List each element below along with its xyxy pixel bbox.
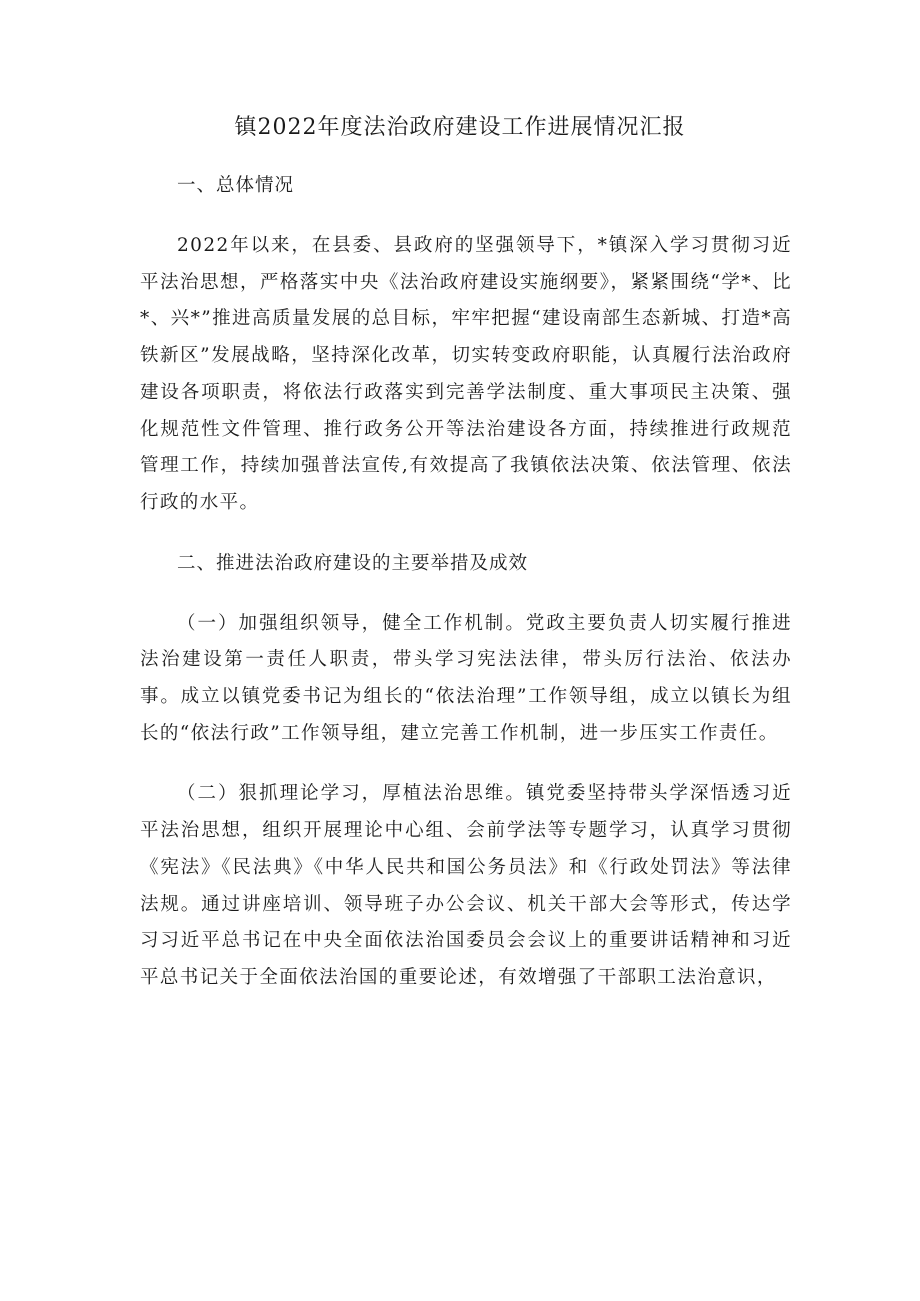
paragraph-organization-leadership: （一）加强组织领导，健全工作机制。党政主要负责人切实履行推进法治建设第一责任人职责，带头学习宪法法律，带头厉行法治、依法办事。成立以镇党委书记为组长的“依法治理”工作领导组，成立以镇长为组长的“依法行政”工作领导组，建立完善工作机制，进一步压实工作责任。	[140, 612, 792, 744]
document-title: 镇2022年度法治政府建设工作进展情况汇报	[234, 115, 686, 140]
paragraph-overview: 2022年以来，在县委、县政府的坚强领导下，*镇深入学习贯彻习近平法治思想，严格落实中央《法治政府建设实施纲要》，紧紧围绕“学*、比*、兴*”推进高质量发展的总目标，牢牢把握“建设南部生态新城、打造*高铁新区”发展战略，坚持深化改革，切实转变政府职能，认真履行法治政府建设各项职责，将依法行政落实到完善学法制度、重大事项民主决策、强化规范性文件管理、推行政务公开等法治建设各方面，持续推进行政规范管理工作，持续加强普法宣传,有效提高了我镇依法决策、依法管理、依法行政的水平。	[140, 235, 792, 513]
section-heading-measures: 二、推进法治政府建设的主要举措及成效	[177, 552, 529, 574]
section-heading-overview: 一、总体情况	[177, 175, 295, 196]
document-body	[140, 168, 792, 1021]
paragraph-theory-study: （二）狠抓理论学习，厚植法治思维。镇党委坚持带头学深悟透习近平法治思想，组织开展理论中心组、会前学法等专题学习，认真学习贯彻《宪法》《民法典》《中华人民共和国公务员法》和《行政处罚法》等法律法规。通过讲座培训、领导班子办公会议、机关干部大会等形式，传达学习习近平总书记在中央全面依法治国委员会会议上的重要讲话精神和习近平总书记关于全面依法治国的重要论述，有效增强了干部职工法治意识，	[140, 783, 792, 988]
